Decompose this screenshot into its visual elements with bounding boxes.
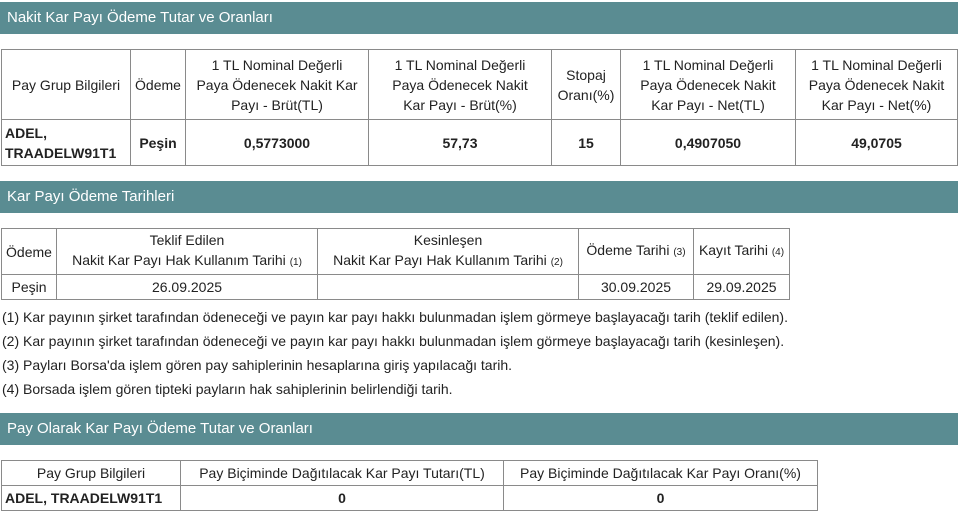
header-line: Paya Ödenecek Nakit bbox=[640, 76, 776, 93]
header-payment: Ödeme bbox=[2, 229, 57, 275]
header-stopaj bbox=[552, 50, 621, 120]
table-header-row bbox=[2, 229, 790, 275]
table-row bbox=[2, 486, 818, 511]
group-line: TRAADELW91T1 bbox=[5, 144, 117, 161]
header-amount: Pay Biçiminde Dağıtılacak Kar Payı Tutarı(TL) bbox=[181, 461, 504, 486]
header-line bbox=[319, 250, 577, 273]
table-row bbox=[2, 120, 958, 166]
payment-dates-table bbox=[1, 228, 790, 300]
header-final-date bbox=[318, 229, 579, 275]
header-line: Stopaj bbox=[566, 66, 606, 83]
cell-payment: Peşin bbox=[2, 275, 57, 300]
header-pay-date bbox=[579, 229, 694, 275]
cell-net-pct: 49,0705 bbox=[796, 120, 958, 166]
cell-net-tl: 0,4907050 bbox=[621, 120, 796, 166]
cell-offered-date: 26.09.2025 bbox=[57, 275, 318, 300]
stock-dividend-section-title: Pay Olarak Kar Payı Ödeme Tutar ve Oranları bbox=[0, 413, 958, 445]
header-gross-tl bbox=[186, 50, 369, 120]
group-line: ADEL, bbox=[5, 124, 47, 141]
footnote: (2) Kar payının şirket tarafından ödeneceği ve payın kar payı hakkı bulunmadan işlem görmeye başlayacağı tarih (kesinleşen). bbox=[2, 333, 785, 349]
cash-dividend-section-title: Nakit Kar Payı Ödeme Tutar ve Oranları bbox=[0, 2, 958, 34]
cell-group-info: ADEL, TRAADELW91T1 bbox=[2, 486, 181, 511]
header-line: Oranı(%) bbox=[557, 86, 615, 103]
header-line: Teklif Edilen bbox=[149, 232, 225, 248]
header-text: Nakit Kar Payı Hak Kullanım Tarihi bbox=[333, 252, 547, 268]
header-line: Paya Ödenecek Nakit bbox=[392, 76, 528, 93]
header-line: Kesinleşen bbox=[413, 232, 483, 248]
cell-group-info bbox=[2, 120, 131, 166]
table-header-row bbox=[2, 50, 958, 120]
cell-gross-tl: 0,5773000 bbox=[186, 120, 369, 166]
footnote-ref: (4) bbox=[771, 247, 785, 258]
header-line: 1 TL Nominal Değerli bbox=[211, 56, 343, 73]
header-net-pct bbox=[796, 50, 958, 120]
cell-record-date: 29.09.2025 bbox=[694, 275, 790, 300]
footnotes bbox=[2, 305, 788, 401]
header-record-date bbox=[694, 229, 790, 275]
cash-dividend-table bbox=[1, 49, 958, 166]
header-group-info: Pay Grup Bilgileri bbox=[2, 461, 181, 486]
header-text: Kayıt Tarihi bbox=[698, 242, 768, 258]
footnote-ref: (1) bbox=[289, 257, 302, 268]
header-offered-date bbox=[57, 229, 318, 275]
cell-rate: 0 bbox=[504, 486, 818, 511]
header-line: Kar Payı - Net(%) bbox=[821, 96, 932, 113]
header-line: Paya Ödenecek Nakit bbox=[808, 76, 945, 93]
header-line: Kar Payı - Brüt(%) bbox=[403, 96, 517, 113]
cell-pay-date: 30.09.2025 bbox=[579, 275, 694, 300]
table-header-row bbox=[2, 461, 818, 486]
header-line: 1 TL Nominal Değerli bbox=[642, 56, 774, 73]
stock-dividend-table bbox=[1, 460, 818, 511]
header-rate: Pay Biçiminde Dağıtılacak Kar Payı Oranı(%) bbox=[504, 461, 818, 486]
footnote: (3) Payları Borsa'da işlem gören pay sahiplerinin hesaplarına giriş yapılacağı tarih. bbox=[2, 357, 513, 373]
header-line: Kar Payı - Net(TL) bbox=[651, 96, 765, 113]
cell-final-date bbox=[318, 275, 579, 300]
header-line: Payı - Brüt(TL) bbox=[231, 96, 323, 113]
footnote-ref: (3) bbox=[673, 247, 686, 258]
cell-payment: Peşin bbox=[131, 120, 186, 166]
header-line: 1 TL Nominal Değerli bbox=[811, 56, 942, 73]
header-group-info: Pay Grup Bilgileri bbox=[2, 50, 131, 120]
header-payment: Ödeme bbox=[131, 50, 186, 120]
cell-gross-pct: 57,73 bbox=[369, 120, 552, 166]
header-line: Paya Ödenecek Nakit Kar bbox=[196, 76, 358, 93]
header-text: Nakit Kar Payı Hak Kullanım Tarihi bbox=[72, 252, 286, 268]
header-net-tl bbox=[621, 50, 796, 120]
header-text: Ödeme Tarihi bbox=[586, 242, 670, 258]
payment-dates-section-title: Kar Payı Ödeme Tarihleri bbox=[0, 181, 958, 213]
header-line bbox=[58, 250, 316, 273]
table-row bbox=[2, 275, 790, 300]
header-line: 1 TL Nominal Değerli bbox=[394, 56, 526, 73]
cell-stopaj: 15 bbox=[552, 120, 621, 166]
cell-amount: 0 bbox=[181, 486, 504, 511]
header-gross-pct bbox=[369, 50, 552, 120]
footnote: (1) Kar payının şirket tarafından ödeneceği ve payın kar payı hakkı bulunmadan işlem görmeye başlayacağı tarih (teklif edilen). bbox=[2, 309, 788, 325]
footnote-ref: (2) bbox=[550, 257, 563, 268]
footnote: (4) Borsada işlem gören tipteki payların hak sahiplerinin belirlendiği tarih. bbox=[2, 381, 453, 397]
